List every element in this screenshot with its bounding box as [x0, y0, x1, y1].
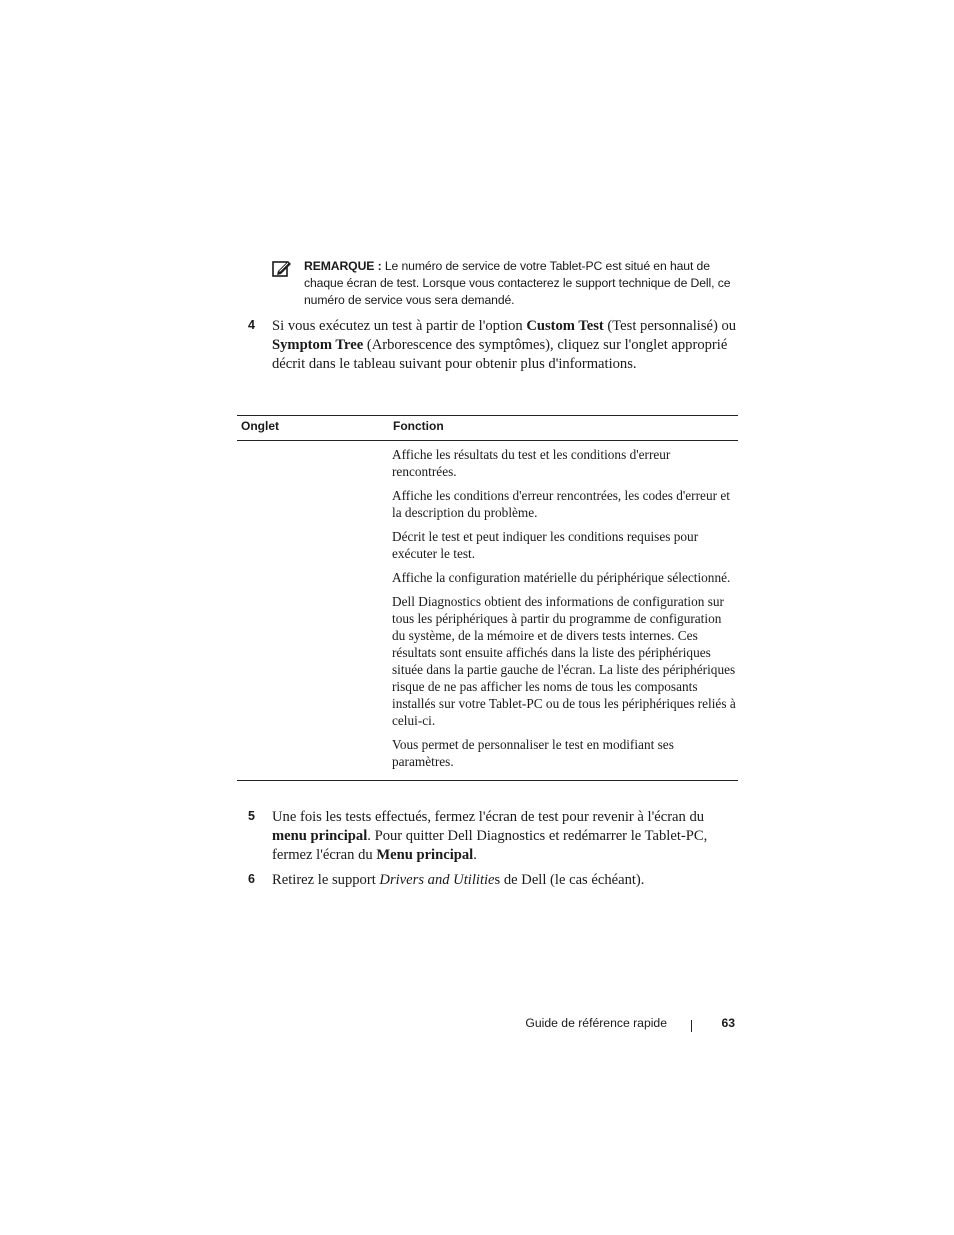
cell-fonction: Dell Diagnostics obtient des informations de configuration sur tous les périphériques à partir du programme de configuration du système, de la mémoire et de divers tests internes. Ces résultats sont ensuite affichés dans la liste des périphériques située dans la partie gauche de l'écran. La liste des périphériques risque de ne pas afficher les noms de tous les composants installés sur votre Tablet-PC ou de tous les périphériques reliés à celui-ci. — [392, 594, 736, 728]
step-text-part: Si vous exécutez un test à partir de l'option — [272, 318, 527, 334]
step-text — [272, 317, 738, 374]
table-row — [237, 525, 738, 566]
step-text-part: s de Dell (le cas échéant). — [494, 872, 645, 888]
table-body — [237, 441, 738, 781]
table-row — [237, 733, 738, 774]
cell-fonction: Décrit le test et peut indiquer les conditions requises pour exécuter le test. — [392, 529, 699, 561]
cell-fonction: Affiche la configuration matérielle du périphérique sélectionné. — [392, 570, 731, 585]
step-number: 5 — [248, 809, 255, 823]
step-text — [272, 808, 738, 865]
step-text — [272, 871, 738, 890]
main-menu-term: Menu principal — [376, 847, 474, 863]
custom-test-option: Custom Test — [526, 318, 604, 334]
note-label: REMARQUE : — [304, 259, 382, 273]
page-number: 63 — [721, 1016, 735, 1030]
step-text-part: . Pour quitter Dell Diagnostics et redémarrer le Tablet-PC, fermez l'écran du — [272, 828, 708, 863]
pencil-note-icon — [272, 259, 292, 277]
header-fonction: Fonction — [393, 419, 444, 433]
main-menu-term: menu principal — [272, 828, 368, 844]
step-text-part: Retirez le support — [272, 872, 380, 888]
table-header — [237, 415, 738, 441]
step-text-part: Une fois les tests effectués, fermez l'écran de test pour revenir à l'écran du — [272, 809, 705, 825]
tabs-table — [237, 415, 738, 781]
table-row — [237, 443, 738, 484]
step-number: 6 — [248, 872, 255, 886]
step-text-part: (Test personnalisé) ou — [603, 318, 737, 334]
table-row — [237, 484, 738, 525]
header-onglet: Onglet — [241, 419, 279, 433]
page-footer — [480, 1015, 735, 1035]
step-number: 4 — [248, 318, 255, 332]
cell-fonction: Affiche les conditions d'erreur rencontrées, les codes d'erreur et la description du problème. — [392, 488, 730, 520]
note-text — [304, 258, 744, 309]
step-text-part: (Arborescence des symptômes), cliquez sur l'onglet approprié décrit dans le tableau suivant pour obtenir plus d'informations. — [272, 337, 728, 372]
footer-separator — [691, 1020, 692, 1032]
footer-title: Guide de référence rapide — [525, 1016, 667, 1030]
symptom-tree-option: Symptom Tree — [272, 337, 364, 353]
note-body: Le numéro de service de votre Tablet-PC est situé en haut de chaque écran de test. Lorsque vous contacterez le support technique de Dell, ce numéro de service vous sera demandé. — [304, 259, 731, 307]
cell-fonction: Vous permet de personnaliser le test en modifiant ses paramètres. — [392, 737, 674, 769]
step-text-part: . — [473, 847, 477, 863]
table-row — [237, 590, 738, 733]
media-name: Drivers and Utilitie — [379, 872, 495, 888]
cell-fonction: Affiche les résultats du test et les conditions d'erreur rencontrées. — [392, 447, 671, 479]
table-row — [237, 566, 738, 590]
